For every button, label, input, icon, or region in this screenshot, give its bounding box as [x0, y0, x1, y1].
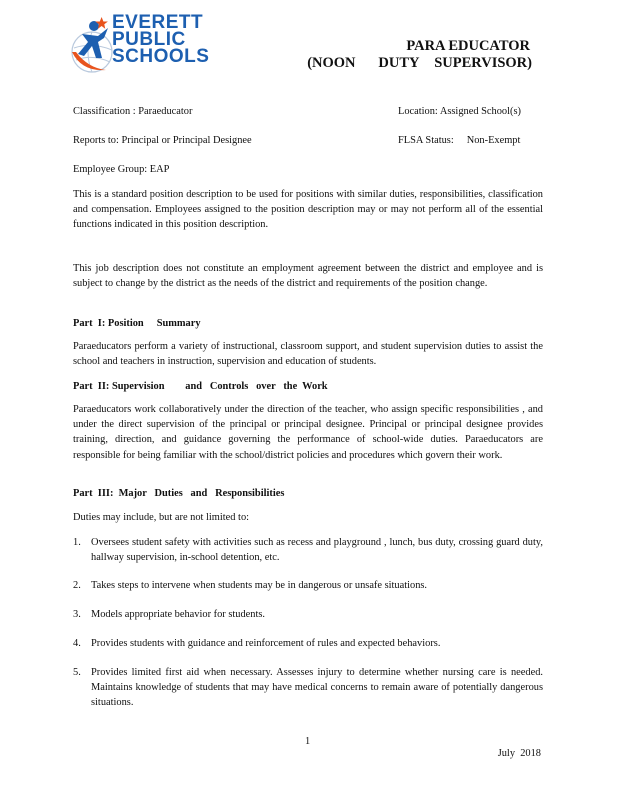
reports-to-field: Reports to: Principal or Principal Designee	[73, 135, 252, 146]
document-title	[307, 38, 530, 72]
part-2-text: Paraeducators work collaboratively under the direction of the teacher, who assign specific responsibilities , and under the direct supervision of the principal or principal designee. Principal or principal designee provides training, direction, and guidance governing the performance of school-wide duties. Paraeducators are responsible for being familiar with the school/district policies and procedures which govern their work.	[73, 404, 543, 461]
logo-line-1: EVERETT	[112, 12, 204, 33]
intro-paragraph-1: This is a standard position description to be used for positions with similar duties, responsibilities, classification and compensation. Employees assigned to the position description may or may not perform all of the essential functions indicated in this position description.	[73, 189, 543, 231]
part-2-heading: Part II: Supervision and Controls over the Work	[73, 381, 328, 392]
page-number: 1	[305, 736, 311, 747]
logo-wordmark	[112, 14, 209, 65]
meta-row-2	[73, 133, 543, 148]
part-3-lead: Duties may include, but are not limited to:	[73, 512, 250, 523]
intro-paragraph-2: This job description does not constitute an employment agreement between the district and employee and is subject to change by the district as the needs of the district and requirements of the position change.	[73, 263, 543, 290]
duty-number: 2.	[73, 580, 81, 591]
revision-date: July 2018	[497, 748, 541, 759]
employee-group-field: Employee Group: EAP	[73, 164, 170, 175]
part-1-heading: Part I: Position Summary	[73, 318, 201, 329]
duty-text: Oversees student safety with activities such as recess and playground , lunch, bus duty, crossing guard duty, hallway supervision, in-school detention, etc.	[91, 537, 543, 564]
title-line-2: (NOON DUTY SUPERVISOR)	[307, 55, 532, 71]
flsa-field: FLSA Status: Non-Exempt	[398, 135, 521, 146]
meta-row-1	[73, 104, 543, 119]
duty-number: 3.	[73, 609, 81, 620]
duty-text: Provides students with guidance and reinforcement of rules and expected behaviors.	[91, 638, 441, 649]
part-3-heading: Part III: Major Duties and Responsibilities	[73, 488, 285, 499]
duty-number: 5.	[73, 667, 81, 678]
location-field: Location: Assigned School(s)	[398, 106, 521, 117]
duty-text: Models appropriate behavior for students.	[91, 609, 265, 620]
classification-field: Classification : Paraeducator	[73, 106, 193, 117]
district-logo	[68, 12, 243, 80]
duty-text: Provides limited first aid when necessary. Assesses injury to determine whether nursing care is needed. Maintains knowledge of students that may have medical concerns to remain aware of potentially dangerous situations.	[91, 667, 543, 709]
duty-text: Takes steps to intervene when students may be in dangerous or unsafe situations.	[91, 580, 428, 591]
logo-line-2: PUBLIC	[112, 29, 186, 50]
logo-line-3: SCHOOLS	[112, 46, 210, 67]
duty-number: 4.	[73, 638, 81, 649]
duty-number: 1.	[73, 537, 81, 548]
logo-emblem-icon	[68, 12, 118, 80]
title-line-1: PARA EDUCATOR	[406, 38, 530, 54]
part-1-text: Paraeducators perform a variety of instructional, classroom support, and student supervision duties to assist the school and teachers in instruction, supervision and education of students.	[73, 341, 543, 368]
